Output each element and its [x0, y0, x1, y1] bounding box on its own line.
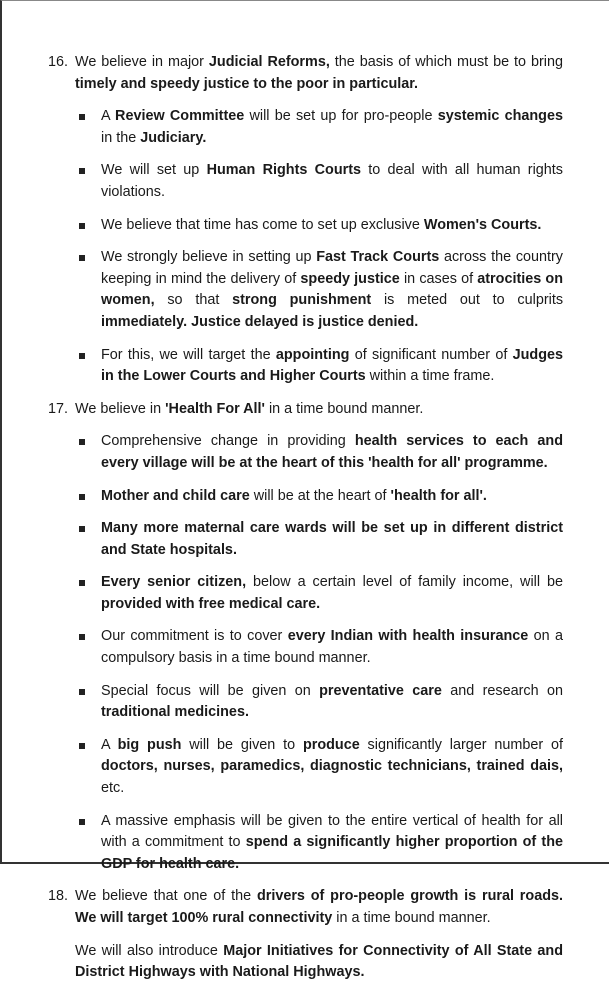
square-bullet-icon — [79, 255, 85, 261]
text: We strongly believe in setting up — [101, 249, 317, 266]
paragraph — [48, 941, 563, 984]
text: Comprehensive change in providing — [101, 433, 355, 450]
text: A — [101, 108, 116, 125]
text: to deal with all human rights violations. — [101, 162, 563, 200]
text: Our commitment is to cover — [101, 628, 288, 645]
bold-text: preventative care — [319, 682, 442, 699]
text: below a certain level of family income, will be — [246, 574, 563, 591]
bold-text: Fast Track Courts — [316, 249, 440, 266]
bullet-item — [48, 431, 563, 474]
text: We believe in major — [75, 54, 209, 70]
item-number: 18. — [48, 888, 69, 905]
bullet-item — [48, 735, 563, 800]
square-bullet-icon — [79, 743, 85, 749]
bold-text: Human Rights Courts — [206, 162, 362, 179]
text: A — [101, 736, 118, 753]
bold-text: Major Initiatives for Connectivity of All State and District Highways with National Highways. — [75, 942, 564, 981]
text: in the — [101, 129, 141, 146]
text: will be given to — [181, 736, 303, 753]
bold-text: speedy justice — [300, 270, 400, 287]
square-bullet-icon — [79, 114, 85, 120]
text: significantly larger number of — [359, 736, 564, 753]
bold-text: 'Health For All' — [165, 400, 265, 417]
item-number: 16. — [48, 54, 69, 70]
square-bullet-icon — [79, 439, 85, 445]
bold-text: produce — [302, 736, 360, 753]
text: and research on — [441, 682, 563, 699]
square-bullet-icon — [79, 494, 85, 500]
text: Special focus will be given on — [101, 682, 320, 699]
bullet-item — [48, 811, 563, 876]
text: in cases of — [399, 270, 478, 287]
square-bullet-icon — [79, 689, 85, 695]
text: across the country keeping in mind the delivery of — [101, 249, 564, 287]
square-bullet-icon — [79, 819, 85, 825]
bold-text: Many more maternal care wards will be set up in different district and State hospitals. — [101, 520, 563, 558]
text: For this, we will target the — [101, 346, 276, 363]
text: will be set up for pro-people — [244, 108, 438, 125]
text: in a time bound manner. — [332, 910, 491, 926]
bold-text: timely and speedy justice to the poor in particular. — [75, 75, 419, 92]
text: of significant number of — [349, 346, 513, 363]
text: etc. — [101, 780, 125, 797]
square-bullet-icon — [79, 580, 85, 586]
text: We will set up — [101, 162, 207, 179]
bold-text: Judicial Reforms, — [208, 54, 330, 70]
square-bullet-icon — [79, 353, 85, 359]
bold-text: Every senior citizen, — [101, 574, 247, 591]
bold-text: spend a significantly higher proportion of the GDP for health care. — [101, 834, 563, 872]
bold-text: big push — [117, 736, 182, 753]
bold-text: Women's Courts. — [423, 216, 542, 233]
bold-text: doctors, nurses, paramedics, diagnostic technicians, trained dais, — [101, 758, 563, 775]
bullet-item — [48, 626, 563, 669]
bullet-item — [48, 345, 563, 388]
bullet-item — [48, 486, 563, 508]
bold-text: systemic changes — [437, 108, 563, 125]
bold-text: 'health for all'. — [390, 487, 487, 504]
bold-text: provided with free medical care. — [101, 595, 321, 612]
text: We will also introduce — [75, 942, 224, 959]
square-bullet-icon — [79, 223, 85, 229]
numbered-item — [48, 52, 563, 95]
square-bullet-icon — [79, 634, 85, 640]
text: We believe in — [75, 400, 166, 417]
bold-text: immediately. Justice delayed is justice denied. — [101, 313, 419, 330]
text: We believe that time has come to set up exclusive — [101, 216, 424, 233]
bold-text: drivers of pro-people growth is rural roads. We will target 100% rural connectivity — [75, 888, 563, 926]
numbered-item — [48, 886, 563, 929]
square-bullet-icon — [79, 526, 85, 532]
bullet-item — [48, 572, 563, 615]
bullet-item — [48, 215, 563, 237]
text: is meted out to culprits — [371, 292, 564, 309]
square-bullet-icon — [79, 168, 85, 174]
bold-text: Judiciary. — [140, 129, 207, 146]
text: the basis of which must be to bring — [329, 54, 563, 70]
bold-text: Review Committee — [115, 108, 245, 125]
bold-text: traditional medicines. — [101, 704, 249, 721]
text: so that — [154, 292, 233, 309]
bold-text: strong punishment — [232, 292, 372, 309]
bold-text: health services to each and every village will be at the heart of this 'health for all' programme. — [101, 433, 563, 471]
bullet-item — [48, 681, 563, 724]
text: will be at the heart of — [249, 487, 391, 504]
bold-text: appointing — [275, 346, 350, 363]
bullet-item — [48, 518, 563, 561]
bold-text: Mother and child care — [101, 487, 250, 504]
numbered-item — [48, 399, 563, 421]
bullet-item — [48, 247, 563, 333]
bullet-item — [48, 160, 563, 203]
document-body — [48, 52, 563, 984]
bold-text: atrocities on women, — [101, 270, 564, 309]
text: We believe that one of the — [75, 888, 257, 905]
bold-text: every Indian with health insurance — [287, 628, 529, 645]
bold-text: Judges in the Lower Courts and Higher Courts — [101, 346, 563, 385]
bullet-item — [48, 106, 563, 149]
item-number: 17. — [48, 400, 69, 417]
text: in a time bound manner. — [264, 400, 424, 417]
text: within a time frame. — [365, 368, 495, 385]
text: A massive emphasis will be given to the entire vertical of health for all with a commitment to — [101, 812, 563, 851]
text: on a compulsory basis in a time bound manner. — [101, 628, 563, 667]
